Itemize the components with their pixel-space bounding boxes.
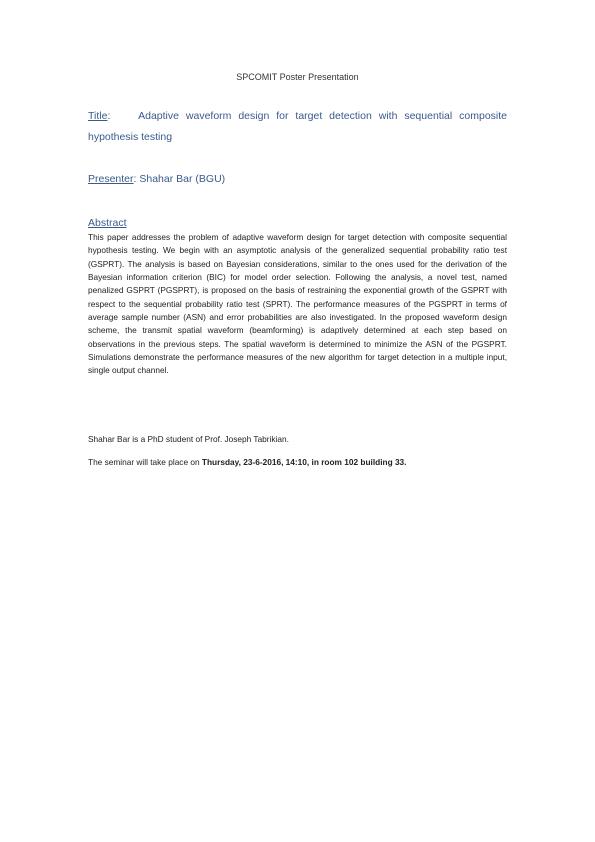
presenter-bio: Shahar Bar is a PhD student of Prof. Joseph Tabrikian. <box>88 434 289 444</box>
page-header: SPCOMIT Poster Presentation <box>236 72 359 82</box>
title-label: Title <box>88 110 108 122</box>
presenter-line <box>88 173 507 185</box>
seminar-info <box>88 457 507 467</box>
abstract-body: This paper addresses the problem of adaptive waveform design for target detection with composite sequential hypothesis testing. We begin with an asymptotic analysis of the generalized sequential probability ratio test (GSPRT). The analysis is based on Bayesian considerations, similar to the ones used for the derivation of the Bayesian information criterion (BIC) for model order selection. Following the analysis, a novel test, named penalized GSPRT (PGSPRT), is proposed on the basis of restraining the exponential growth of the GSPRT with respect to the sequential probability ratio test (SPRT). The performance measures of the PGSPRT in terms of average sample number (ASN) and error probabilities are also investigated. In the proposed waveform design scheme, the transmit spatial waveform (beamforming) is adaptively determined at each step based on observations in the previous steps. The spatial waveform is determined to minimize the ASN of the PGSPRT. Simulations demonstrate the performance measures of the new algorithm for target detection in a multiple input, single output channel. <box>88 232 507 376</box>
presenter-name: Shahar Bar (BGU) <box>136 173 226 185</box>
presenter-label: Presenter <box>88 173 134 185</box>
title-block <box>88 106 507 148</box>
seminar-details: Thursday, 23-6-2016, 14:10, in room 102 building 33. <box>201 457 407 467</box>
title-separator: : <box>107 110 111 122</box>
abstract-heading: Abstract <box>88 217 127 229</box>
title-text: Adaptive waveform design for target detection with sequential composite hypothesis testing <box>88 110 507 143</box>
seminar-prefix: The seminar will take place on <box>88 457 202 467</box>
presenter-separator: : <box>133 173 137 185</box>
